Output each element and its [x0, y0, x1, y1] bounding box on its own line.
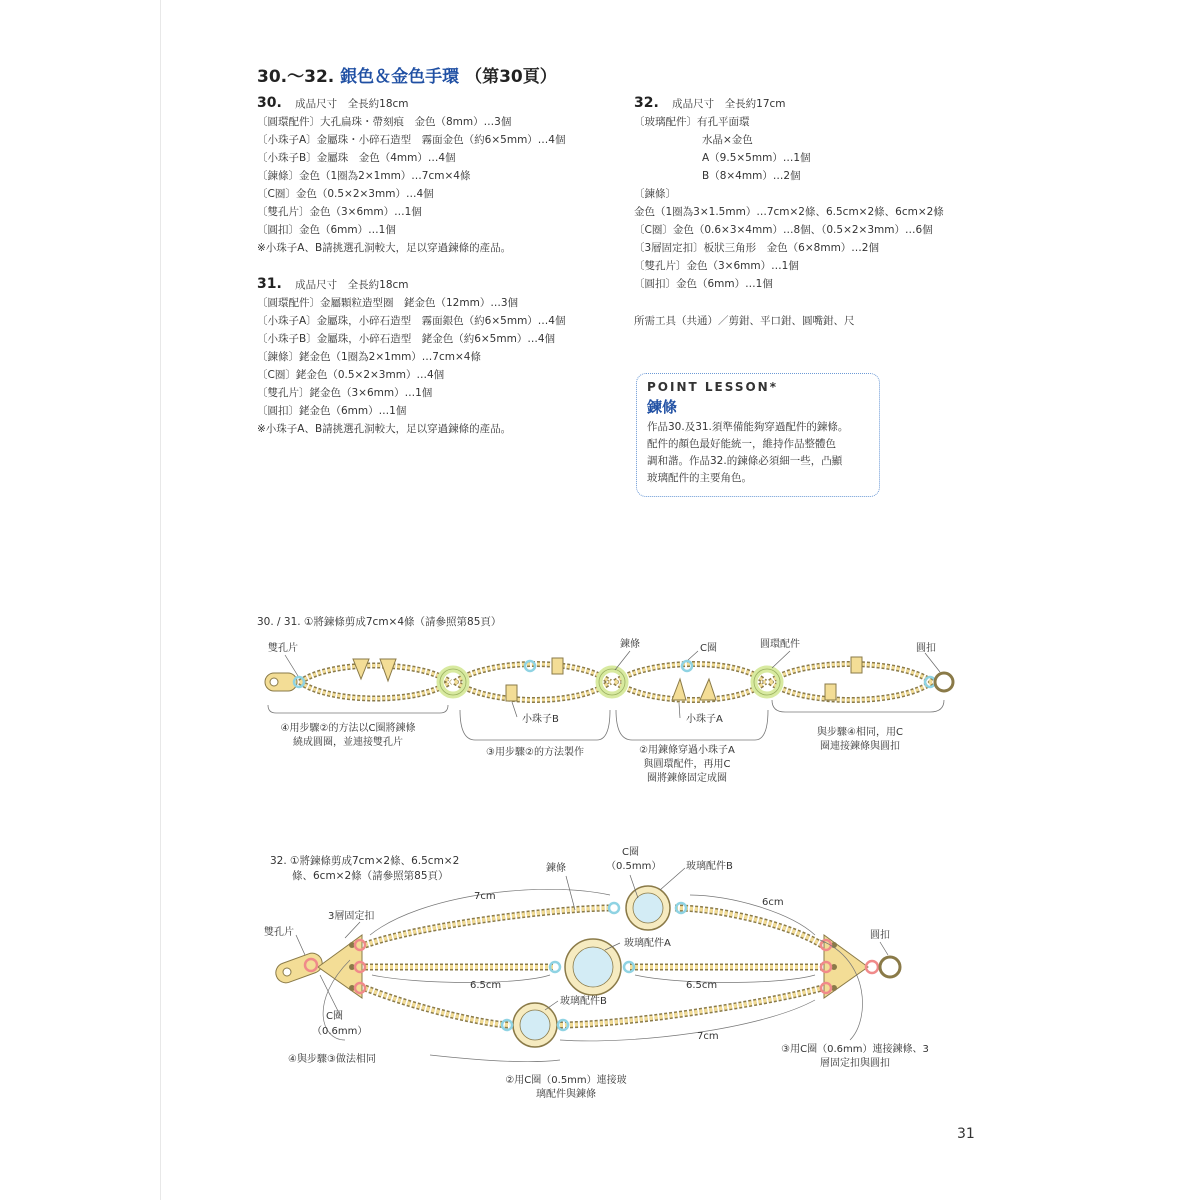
label-c-ring-06: （0.6mm） [312, 1026, 368, 1037]
note-line: 圈連接鍊條與圓扣 [820, 741, 900, 752]
material-line: 〔小珠子B〕金屬珠，小碎石造型 銠金色（約6×5mm）…4個 [257, 333, 555, 345]
item-31-size: 成品尺寸 全長約18cm [295, 279, 409, 291]
item-number-31: 31. [257, 276, 282, 292]
note-line: 繞成圓圈，並連接雙孔片 [293, 737, 403, 748]
label-c-ring-top: C圈 [622, 847, 639, 858]
material-line: 〔圓扣〕銠金色（6mm）…1個 [257, 405, 407, 417]
note-line: 圈將鍊條固定成圈 [647, 773, 727, 784]
material-line: 〔小珠子A〕金屬珠，小碎石造型 霧面銀色（約6×5mm）…4個 [257, 315, 566, 327]
step-3-note: ③用步驟②的方法製作 [486, 747, 584, 758]
material-line: 〔鍊條〕銠金色（1圈為2×1mm）…7cm×4條 [257, 351, 481, 363]
material-line: 〔小珠子B〕金屬珠 金色（4mm）…4個 [257, 152, 456, 164]
label-three-layer-clasp: 3層固定扣 [328, 911, 375, 922]
material-line: 〔玻璃配件〕有孔平面環 [634, 116, 750, 128]
material-line: 〔圓扣〕金色（6mm）…1個 [634, 278, 773, 290]
diagram-2-header-cont: 條、6cm×2條（請參照第85頁） [292, 870, 449, 882]
step-3-note-32 [770, 1043, 940, 1071]
item-number-30: 30. [257, 95, 282, 111]
point-lesson-line: 作品30.及31.須準備能夠穿過配件的鍊條。 [647, 421, 849, 433]
step-4-note-32: ④與步驟③做法相同 [288, 1054, 376, 1065]
point-lesson-heading: POINT LESSON* [647, 380, 778, 394]
note-line: ②用C圈（0.5mm）連接玻 [505, 1075, 627, 1086]
material-note: ※小珠子A、B請挑選孔洞較大，足以穿過鍊條的產品。 [257, 242, 512, 254]
label-length-6cm: 6cm [762, 897, 784, 908]
diagram-2-header: 32. ①將鍊條剪成7cm×2條、6.5cm×2 [270, 855, 460, 867]
label-double-hole-plate: 雙孔片 [268, 643, 298, 654]
material-line: 〔圓環配件〕金屬顆粒造型圈 銠金色（12mm）…3個 [257, 297, 518, 309]
material-line: 〔圓環配件〕大孔扁珠・帶刻痕 金色（8mm）…3個 [257, 116, 512, 128]
material-line: 〔鍊條〕 [634, 188, 676, 200]
material-subline: A（9.5×5mm）…1個 [702, 152, 811, 164]
label-c-ring-size: （0.5mm） [606, 861, 662, 872]
label-double-hole-plate-32: 雙孔片 [264, 927, 294, 938]
material-line: 金色（1圈為3×1.5mm）…7cm×2條、6.5cm×2條、6cm×2條 [634, 206, 944, 218]
label-length-7cm-bottom: 7cm [697, 1031, 719, 1042]
material-line: 〔C圈〕金色（0.5×2×3mm）…4個 [257, 188, 434, 200]
title-page-ref: （第30頁） [465, 67, 557, 87]
material-line: 〔C圈〕金色（0.6×3×4mm）…8個、（0.5×2×3mm）…6個 [634, 224, 933, 236]
label-glass-part-b-bottom: 玻璃配件B [560, 996, 607, 1007]
label-glass-part-b: 玻璃配件B [686, 861, 733, 872]
label-c-ring-bottom: C圈 [326, 1011, 343, 1022]
label-round-clasp-32: 圓扣 [870, 930, 890, 941]
tools-line: 所需工具（共通）／剪鉗、平口鉗、圓嘴鉗、尺 [634, 315, 855, 327]
step-2-note-32 [496, 1074, 636, 1102]
label-small-bead-b: 小珠子B [522, 714, 559, 725]
page-number: 31 [957, 1126, 975, 1142]
note-line: ③用C圈（0.6mm）連接鍊條、3 [781, 1044, 929, 1055]
note-line: 與圓環配件，再用C [643, 759, 731, 770]
material-line: 〔圓扣〕金色（6mm）…1個 [257, 224, 396, 236]
point-lesson-line: 配件的顏色最好能統一，維持作品整體色 [647, 438, 836, 450]
material-line: 〔雙孔片〕銠金色（3×6mm）…1個 [257, 387, 433, 399]
material-subline: B（8×4mm）…2個 [702, 170, 801, 182]
label-length-7cm: 7cm [474, 891, 496, 902]
title-main: 銀色＆金色手環 [340, 67, 460, 87]
point-lesson-line: 調和諧。作品32.的鍊條必須細一些，凸顯 [647, 455, 843, 467]
point-lesson-title: 鍊條 [647, 398, 678, 416]
label-chain-32: 鍊條 [546, 863, 566, 874]
label-c-ring: C圈 [700, 643, 717, 654]
material-line: 〔雙孔片〕金色（3×6mm）…1個 [257, 206, 422, 218]
label-length-65cm-right: 6.5cm [686, 980, 718, 991]
note-line: 璃配件與鍊條 [536, 1089, 596, 1100]
material-subline: 水晶×金色 [702, 134, 753, 146]
round-clasp-32 [880, 957, 900, 977]
item-32-size: 成品尺寸 全長約17cm [672, 98, 786, 110]
title-numbers: 30.～32. [257, 67, 335, 87]
note-line: ②用鍊條穿過小珠子A [639, 745, 735, 756]
material-line: 〔小珠子A〕金屬珠・小碎石造型 霧面金色（約6×5mm）…4個 [257, 134, 566, 146]
diagram-1-header: 30. / 31. ①將鍊條剪成7cm×4條（請參照第85頁） [257, 616, 502, 628]
label-chain: 鍊條 [620, 639, 640, 650]
material-line: 〔雙孔片〕金色（3×6mm）…1個 [634, 260, 799, 272]
note-line: ④用步驟②的方法以C圈將鍊條 [280, 723, 416, 734]
note-line: 層固定扣與圓扣 [820, 1058, 890, 1069]
item-number-32: 32. [634, 95, 659, 111]
label-round-clasp: 圓扣 [916, 643, 936, 654]
label-glass-part-a: 玻璃配件A [624, 938, 671, 949]
point-lesson-line: 玻璃配件的主要角色。 [647, 472, 752, 484]
label-small-bead-a: 小珠子A [686, 714, 723, 725]
material-line: 〔鍊條〕金色（1圈為2×1mm）…7cm×4條 [257, 170, 471, 182]
item-30-size: 成品尺寸 全長約18cm [295, 98, 409, 110]
label-ring-part: 圓環配件 [760, 639, 800, 650]
material-line: 〔3層固定扣〕板狀三角形 金色（6×8mm）…2個 [634, 242, 879, 254]
material-note: ※小珠子A、B請挑選孔洞較大，足以穿過鍊條的產品。 [257, 423, 512, 435]
note-line: 與步驟④相同，用C [817, 727, 903, 738]
label-length-65cm-left: 6.5cm [470, 980, 502, 991]
material-line: 〔C圈〕銠金色（0.5×2×3mm）…4個 [257, 369, 445, 381]
